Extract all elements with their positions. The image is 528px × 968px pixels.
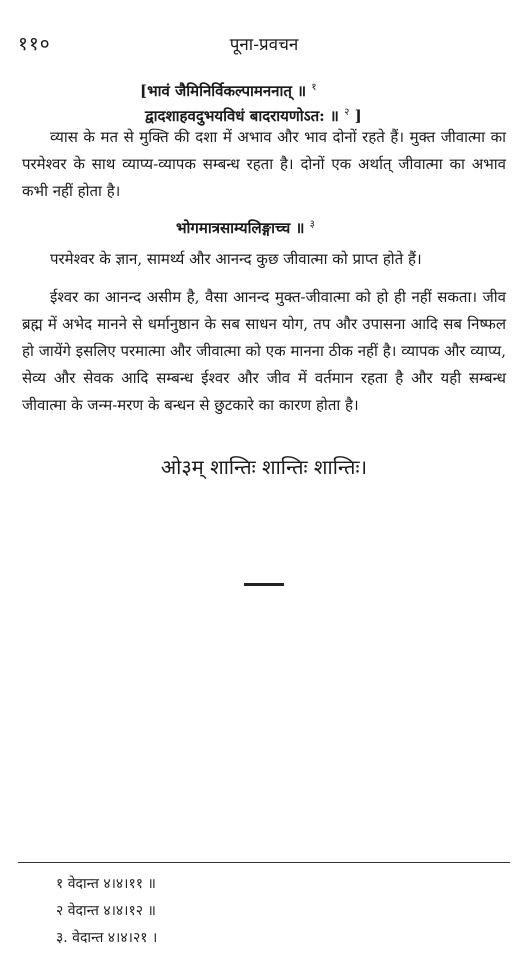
section-end-dash: [244, 583, 284, 586]
paragraph-2: परमेश्वर के ज्ञान, सामर्थ्य और आनन्द कुछ जीवात्मा को प्राप्त होते हैं।: [50, 250, 422, 268]
sutra-line-2: [145, 104, 362, 126]
page-number: ११०: [18, 33, 51, 55]
shanti-mantra: ओ३म् शान्तिः शान्तिः शान्तिः।: [160, 455, 368, 479]
footnote-ref-1: १: [311, 82, 317, 93]
sutra-line-1: [140, 79, 317, 101]
sutra-1-text: [भावं जैमिनिर्विकल्पामननात् ॥: [140, 82, 307, 100]
sutra-3-text: भोगमात्रसाम्यलिङ्गाच्च ॥: [176, 219, 305, 237]
running-title: पूना-प्रवचन: [229, 35, 299, 55]
paragraph-3: ईश्वर का आनन्द असीम है, वैसा आनन्द मुक्त-जीवात्मा को हो ही नहीं सकता। जीव ब्रह्म में अभेद मानने से धर्मानुष्ठान के सब साधन योग, तप और उपासना आदि सब निष्फल हो जायेंगे इसलिए परमात्मा और जीवात्मा को एक मानना ठीक नहीं है। व्यापक और व्याप्य, सेव्य और सेवक आदि सम्बन्ध ईश्वर और जीव में वर्तमान रहता है और यही सम्बन्ध जीवात्मा के जन्म-मरण के बन्धन से छुटकारे का कारण होता है।: [22, 288, 506, 414]
sutra-line-3: [176, 216, 315, 238]
footnote-rule: [18, 862, 510, 863]
sutra-2-close-bracket: ]: [354, 107, 362, 125]
footnote-2: २ वेदान्त ४।४।१२ ॥: [56, 903, 156, 919]
footnote-3: ३. वेदान्त ४।४।२१ ।: [56, 930, 158, 946]
footnote-1: १ वेदान्त ४।४।११ ॥: [56, 876, 156, 892]
footnote-ref-2: २: [344, 107, 350, 118]
footnote-ref-3: ३: [309, 219, 315, 230]
paragraph-1: व्यास के मत से मुक्ति की दशा में अभाव और भाव दोनों रहते हैं। मुक्त जीवात्मा का परमेश्वर के साथ व्याप्य-व्यापक सम्बन्ध रहता है। दोनों एक अर्थात् जीवात्मा का अभाव कभी नहीं होता है।: [22, 128, 506, 200]
sutra-2-text: द्वादशाहवदुभयविधं बादरायणोऽत: ॥: [145, 107, 339, 125]
